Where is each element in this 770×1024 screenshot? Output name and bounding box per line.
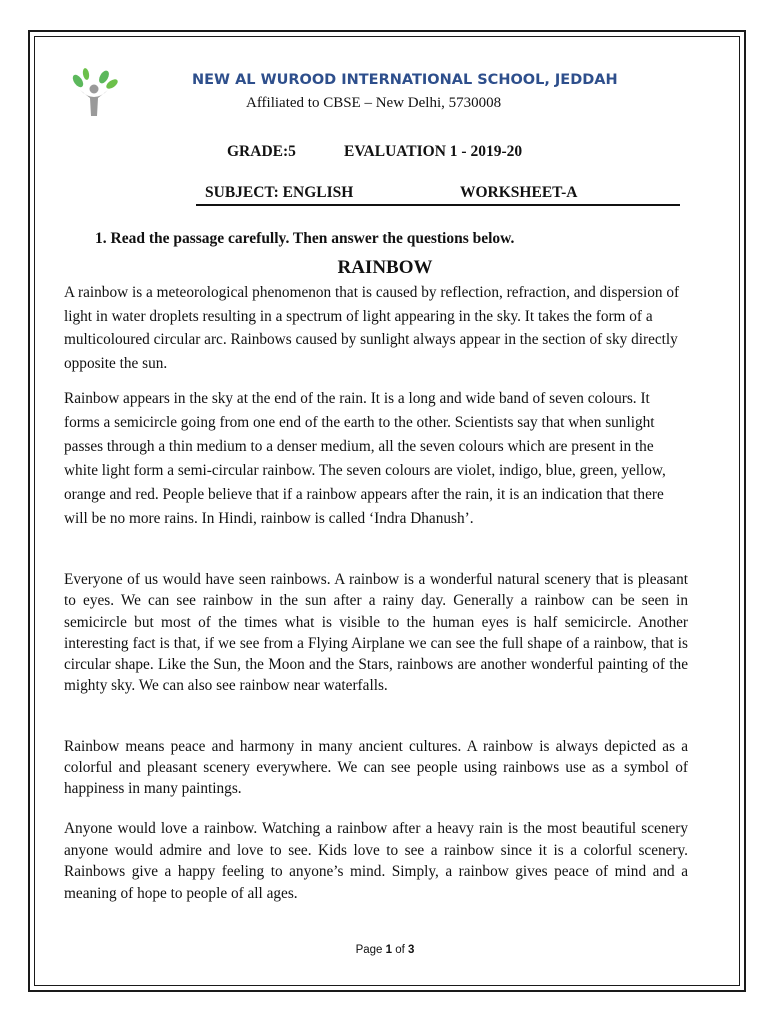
passage-title: RAINBOW	[337, 257, 433, 278]
header-divider	[196, 204, 680, 206]
passage-paragraph-2: Rainbow appears in the sky at the end of the rain. It is a long and wide band of seven colours. It forms a semicircle going from one end of the earth to the other. Scientists say that when sunlight passes through a thin medium to a denser medium, all the seven colours which are present in the white light form a semi-circular rainbow. The seven colours are violet, indigo, blue, green, yellow, orange and red. People believe that if a rainbow appears after the rain, it is an indication that there will be no more rains. In Hindi, rainbow is called ‘Indra Dhanush’.	[64, 390, 666, 527]
passage-paragraph-3: Everyone of us would have seen rainbows. A rainbow is a wonderful natural scenery that is pleasant to eyes. We can see rainbow in the sun after a rainy day. Generally a rainbow can be seen in semicircle but most of the times what is visible to the human eyes is half semicircle. Another interesting fact is that, if we see from a Flying Airplane we can see the full shape of a rainbow, that is circular shape. Like the Sun, the Moon and the Stars, rainbows are another wonderful painting of the mighty sky. We can also see rainbow near waterfalls.	[64, 571, 688, 695]
page-footer	[0, 944, 770, 956]
subject-label: SUBJECT: ENGLISH	[205, 184, 354, 201]
footer-total-pages: 3	[408, 944, 415, 956]
footer-of-word: of	[395, 944, 405, 956]
grade-label: GRADE:5	[227, 143, 296, 160]
footer-page-number: 1	[385, 944, 393, 956]
footer-page-word: Page	[355, 944, 383, 956]
passage-paragraph-1: A rainbow is a meteorological phenomenon that is caused by reflection, refraction, and dispersion of light in water droplets resulting in a spectrum of light appearing in the sky. It takes the form of a multicoloured circular arc. Rainbows caused by sunlight always appear in the section of sky directly opposite the sun.	[64, 284, 680, 372]
passage-paragraph-4: Rainbow means peace and harmony in many ancient cultures. A rainbow is always depicted as a colorful and pleasant scenery everywhere. We can see people using rainbows use as a symbol of happiness in many paintings.	[64, 738, 688, 797]
affiliation-text: Affiliated to CBSE – New Delhi, 5730008	[246, 95, 502, 111]
worksheet-label: WORKSHEET-A	[460, 184, 578, 201]
passage-paragraph-5: Anyone would love a rainbow. Watching a rainbow after a heavy rain is the most beautiful scenery anyone would admire and love to see. Kids love to see a rainbow since it is a colorful scenery. Rainbows give a happy feeling to anyone’s mind. Simply, a rainbow gives peace of mind and a meaning of hope to people of all ages.	[64, 820, 688, 902]
question-instruction: 1. Read the passage carefully. Then answer the questions below.	[95, 230, 515, 247]
school-logo-icon	[68, 68, 120, 120]
school-name: NEW AL WUROOD INTERNATIONAL SCHOOL, JEDDAH	[192, 72, 618, 88]
evaluation-label: EVALUATION 1 - 2019-20	[344, 143, 523, 160]
